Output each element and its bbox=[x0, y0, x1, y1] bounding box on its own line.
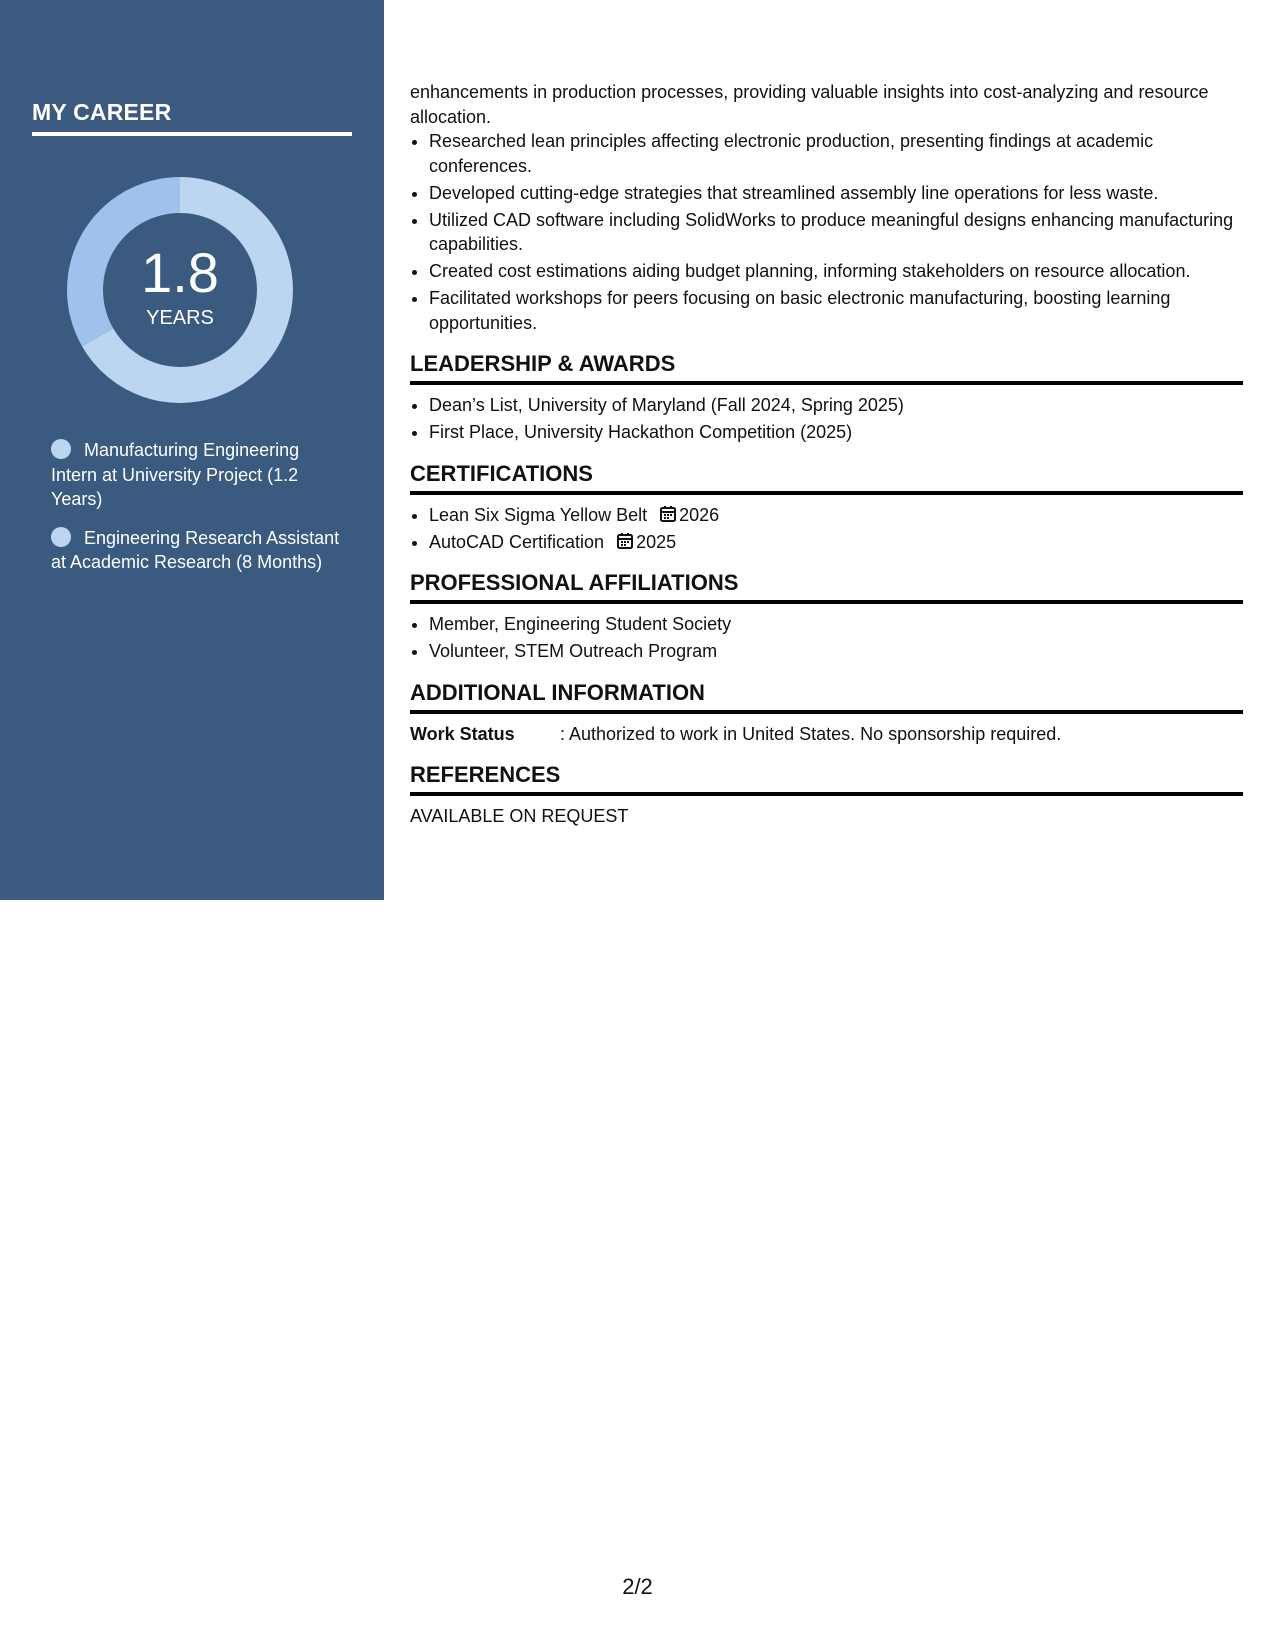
legend-dot-icon bbox=[51, 527, 71, 547]
page-number: 2/2 bbox=[622, 1574, 653, 1599]
list-item: • Created cost estimations aiding budget planning, informing stakeholders on resource allocation. bbox=[429, 259, 1243, 284]
sidebar bbox=[0, 0, 384, 900]
work-status-value: : Authorized to work in United States. No sponsorship required. bbox=[560, 723, 1062, 744]
career-item bbox=[51, 526, 341, 575]
list-item: • Utilized CAD software including SolidWorks to produce meaningful designs enhancing manufacturing capabilities. bbox=[429, 208, 1243, 257]
section-title-certifications: CERTIFICATIONS bbox=[410, 461, 1243, 495]
work-status-label: Work Status bbox=[410, 723, 515, 744]
list-item: • Developed cutting-edge strategies that streamlined assembly line operations for less waste. bbox=[429, 181, 1243, 206]
intro-text: enhancements in production processes, providing valuable insights into cost-analyzing and resource allocation. bbox=[410, 82, 1209, 127]
career-item-label: Engineering Research Assistant at Academic Research (8 Months) bbox=[51, 527, 340, 572]
main-content bbox=[410, 80, 1243, 829]
career-donut-chart bbox=[67, 177, 293, 403]
certification-name: AutoCAD Certification bbox=[429, 531, 605, 552]
calendar-icon bbox=[616, 532, 634, 550]
certification-name: Lean Six Sigma Yellow Belt bbox=[429, 504, 648, 525]
list-item: • Member, Engineering Student Society bbox=[429, 612, 1243, 637]
list-item: • Researched lean principles affecting electronic production, presenting findings at academic conferences. bbox=[429, 129, 1243, 178]
section-title-additional: ADDITIONAL INFORMATION bbox=[410, 680, 1243, 714]
career-item bbox=[51, 438, 341, 512]
career-legend bbox=[51, 438, 341, 589]
sidebar-heading: MY CAREER bbox=[32, 99, 352, 136]
section-title-leadership: LEADERSHIP & AWARDS bbox=[410, 351, 1243, 385]
donut-unit: YEARS bbox=[146, 306, 214, 329]
leadership-list bbox=[410, 393, 1243, 445]
certification-item bbox=[429, 503, 1243, 528]
list-item: • Facilitated workshops for peers focusing on basic electronic manufacturing, boosting learning opportunities. bbox=[429, 286, 1243, 335]
calendar-icon bbox=[659, 505, 677, 523]
donut-value: 1.8 bbox=[141, 240, 219, 304]
list-item: • Dean’s List, University of Maryland (Fall 2024, Spring 2025) bbox=[429, 393, 1243, 418]
list-item: • First Place, University Hackathon Competition (2025) bbox=[429, 420, 1243, 445]
experience-bullets bbox=[410, 129, 1243, 335]
certification-item bbox=[429, 530, 1243, 555]
list-item: • Volunteer, STEM Outreach Program bbox=[429, 639, 1243, 664]
certification-year: 2026 bbox=[679, 504, 720, 525]
certification-year: 2025 bbox=[636, 531, 677, 552]
certifications-list bbox=[410, 503, 1243, 555]
affiliations-list bbox=[410, 612, 1243, 664]
section-title-references: REFERENCES bbox=[410, 762, 1243, 796]
legend-dot-icon bbox=[51, 439, 71, 459]
career-item-label: Manufacturing Engineering Intern at University Project (1.2 Years) bbox=[51, 440, 300, 509]
section-title-affiliations: PROFESSIONAL AFFILIATIONS bbox=[410, 570, 1243, 604]
donut-center bbox=[67, 177, 293, 403]
work-status-row bbox=[410, 722, 1243, 747]
references-text: AVAILABLE ON REQUEST bbox=[410, 806, 629, 826]
